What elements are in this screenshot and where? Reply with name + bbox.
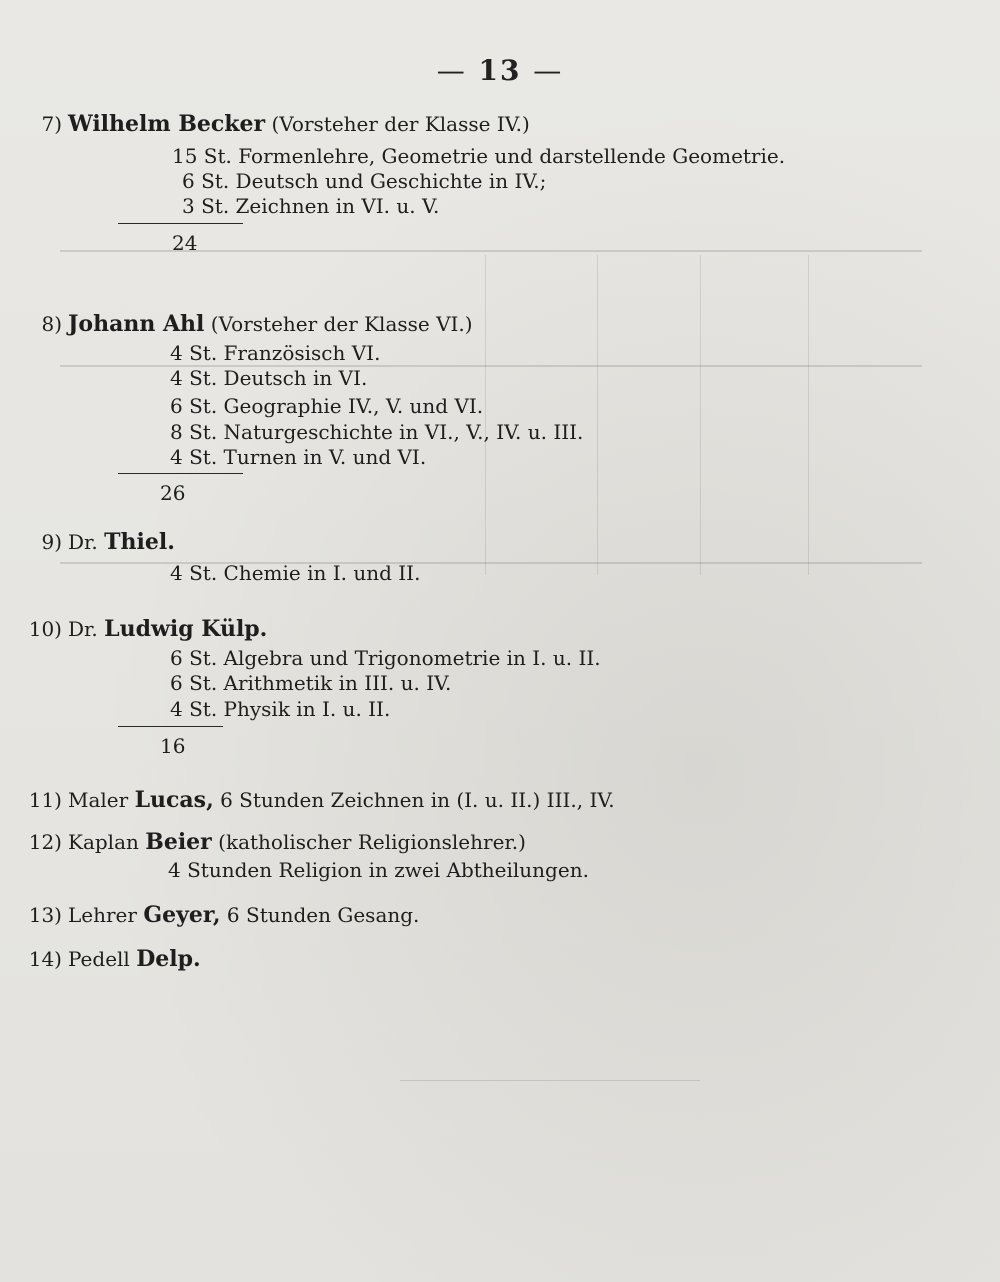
teacher-name: Thiel. <box>104 529 175 555</box>
entry-10-heading <box>28 617 267 641</box>
sum-rule <box>118 473 243 474</box>
teacher-name: Johann Ahl <box>68 311 205 337</box>
entry-8-total: 26 <box>160 481 186 505</box>
teacher-name: Beier <box>145 829 212 855</box>
entry-13-heading <box>28 903 419 927</box>
teacher-note: 6 Stunden Zeichnen in (I. u. II.) III., IV. <box>220 788 615 812</box>
entry-10-subject-3: 4 St. Physik in I. u. II. <box>170 697 391 721</box>
page-dash-right: — <box>533 54 564 87</box>
entry-8-subject-3: 6 St. Geographie IV., V. und VI. <box>170 394 484 418</box>
teacher-title: Pedell <box>68 947 130 971</box>
sum-rule <box>118 223 243 224</box>
teacher-note: (Vorsteher der Klasse IV.) <box>271 112 530 136</box>
teacher-title: Kaplan <box>68 830 139 854</box>
entry-8-subject-1: 4 St. Französisch VI. <box>170 341 381 365</box>
teacher-title: Maler <box>68 788 129 812</box>
teacher-name: Lucas, <box>134 787 214 813</box>
entry-7-subject-3: 3 St. Zeichnen in VI. u. V. <box>182 194 440 218</box>
entry-7-heading <box>28 112 530 136</box>
page-dash-left: — <box>436 54 467 87</box>
entry-8-subject-4: 8 St. Naturgeschichte in VI., V., IV. u. III. <box>170 420 584 444</box>
entry-number: 10) <box>28 617 62 641</box>
entry-12-subject-1: 4 Stunden Religion in zwei Abtheilungen. <box>168 858 589 882</box>
entry-number: 11) <box>28 788 62 812</box>
teacher-title: Dr. <box>68 617 98 641</box>
teacher-title: Dr. <box>68 530 98 554</box>
page-number-value: 13 <box>478 54 522 87</box>
entry-14-heading <box>28 947 201 971</box>
entry-10-subject-2: 6 St. Arithmetik in III. u. IV. <box>170 671 452 695</box>
bleed-through-line <box>700 255 701 575</box>
teacher-note: (Vorsteher der Klasse VI.) <box>210 312 473 336</box>
teacher-name: Ludwig Külp. <box>104 616 268 642</box>
entry-10-subject-1: 6 St. Algebra und Trigonometrie in I. u. II. <box>170 646 601 670</box>
entry-number: 13) <box>28 903 62 927</box>
bleed-through-line <box>485 255 486 575</box>
teacher-note: (katholischer Religionslehrer.) <box>218 830 526 854</box>
entry-number: 14) <box>28 947 62 971</box>
teacher-name: Delp. <box>136 946 201 972</box>
teacher-note: 6 Stunden Gesang. <box>226 903 420 927</box>
entry-8-heading <box>28 312 473 336</box>
entry-8-subject-2: 4 St. Deutsch in VI. <box>170 366 368 390</box>
entry-7-subject-2: 6 St. Deutsch und Geschichte in IV.; <box>182 169 547 193</box>
bleed-through-rule <box>400 1080 700 1081</box>
entry-7-total: 24 <box>172 231 198 255</box>
teacher-title: Lehrer <box>68 903 137 927</box>
entry-number: 12) <box>28 830 62 854</box>
entry-9-subject-1: 4 St. Chemie in I. und II. <box>170 561 421 585</box>
teacher-name: Geyer, <box>143 902 221 928</box>
entry-number: 8) <box>41 312 62 336</box>
entry-11-heading <box>28 788 615 812</box>
entry-number: 7) <box>41 112 62 136</box>
sum-rule <box>118 726 223 727</box>
bleed-through-line <box>808 255 809 575</box>
entry-9-heading <box>28 530 175 554</box>
bleed-through-line <box>597 255 598 575</box>
entry-10-total: 16 <box>160 734 186 758</box>
entry-number: 9) <box>41 530 62 554</box>
entry-8-subject-5: 4 St. Turnen in V. und VI. <box>170 445 427 469</box>
entry-7-subject-1: 15 St. Formenlehre, Geometrie und darstellende Geometrie. <box>172 144 786 168</box>
page-number <box>0 54 1000 87</box>
entry-12-heading <box>28 830 526 854</box>
teacher-name: Wilhelm Becker <box>68 111 266 137</box>
